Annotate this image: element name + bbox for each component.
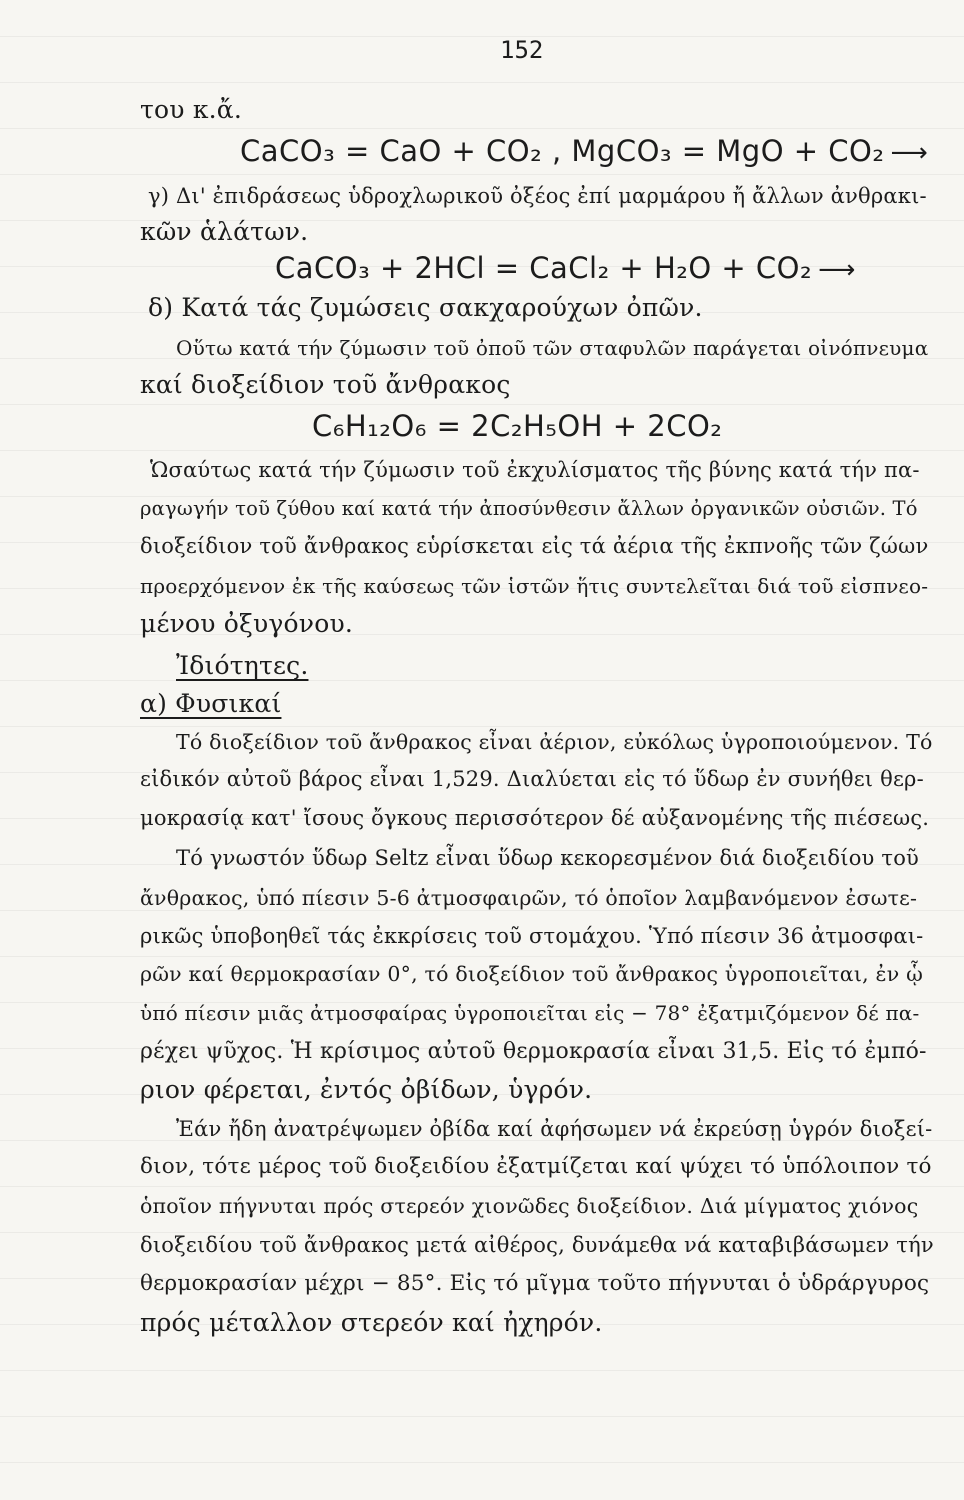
text-line: ραγωγήν τοῦ ζύθου καί κατά τήν ἀποσύνθεσιν ἄλλων ὀργανικῶν οὐσιῶν. Τό [140, 497, 918, 520]
equation-line [275, 252, 856, 286]
text-line: του κ.ἄ. [140, 95, 243, 124]
text-line: καί διοξείδιον τοῦ ἄνθρακος [140, 370, 511, 399]
text-line: Τό διοξείδιον τοῦ ἄνθρακος εἶναι ἀέριον, εὐκόλως ὑγροποιούμενον. Τό [176, 730, 933, 754]
arrow-icon: ⟶ [818, 255, 856, 285]
section-heading: Ἰδιότητες. [176, 651, 309, 680]
text-line: ρικῶς ὑποβοηθεῖ τάς ἐκκρίσεις τοῦ στομάχου. Ὑπό πίεσιν 36 ἀτμοσφαι- [140, 924, 924, 948]
text-line: Οὕτω κατά τήν ζύμωσιν τοῦ ὀποῦ τῶν σταφυλῶν παράγεται οἰνόπνευμα [176, 336, 929, 360]
text-line: μοκρασίᾳ κατ' ἴσους ὄγκους περισσότερον δέ αὐξανομένης τῆς πιέσεως. [140, 806, 930, 830]
text-line: προερχόμενον ἐκ τῆς καύσεως τῶν ἱστῶν ἥτις συντελεῖται διά τοῦ εἰσπνεο- [140, 574, 929, 598]
text-line: ρέχει ψῦχος. Ἡ κρίσιμος αὐτοῦ θερμοκρασία εἶναι 31,5. Εἰς τό ἐμπό- [140, 1039, 927, 1064]
text-line: διον, τότε μέρος τοῦ διοξειδίου ἐξατμίζεται καί ψύχει τό ὑπόλοιπον τό [140, 1154, 932, 1179]
text-line: διοξείδιον τοῦ ἄνθρακος εὑρίσκεται εἰς τά ἀέρια τῆς ἐκπνοῆς τῶν ζώων [140, 534, 929, 558]
text-line: πρός μέταλλον στερεόν καί ἠχηρόν. [140, 1308, 603, 1337]
text-line: ὑπό πίεσιν μιᾶς ἀτμοσφαίρας ὑγροποιεῖται εἰς − 78° ἐξατμιζόμενον δέ πα- [140, 1001, 920, 1025]
equation-line [312, 410, 722, 442]
text-line: Ὡσαύτως κατά τήν ζύμωσιν τοῦ ἐκχυλίσματος τῆς βύνης κατά τήν πα- [150, 458, 920, 482]
text-line: Ἐάν ἤδη ἀνατρέψωμεν ὀβίδα καί ἀφήσωμεν νά ἐκρεύσῃ ὑγρόν διοξεί- [176, 1117, 933, 1141]
text-line: θερμοκρασίαν μέχρι − 85°. Εἰς τό μῖγμα τοῦτο πήγνυται ὁ ὑδράργυρος [140, 1271, 930, 1296]
subsection-heading: α) Φυσικαί [140, 689, 282, 718]
text-line: ὁποῖον πήγνυται πρός στερεόν χιονῶδες διοξείδιον. Διά μίγματος χιόνος [140, 1194, 919, 1218]
arrow-icon: ⟶ [890, 138, 929, 168]
page-number: 152 [500, 36, 544, 64]
text-line: δ) Κατά τάς ζυμώσεις σακχαρούχων ὀπῶν. [148, 293, 703, 322]
text-line: Τό γνωστόν ὕδωρ Seltz εἶναι ὕδωρ κεκορεσμένον διά διοξειδίου τοῦ [176, 846, 920, 870]
text-line: μένου ὀξυγόνου. [140, 609, 353, 638]
equation: CaCO₃ + 2HCl = CaCl₂ + H₂O + CO₂ [275, 251, 813, 285]
text-line: διοξειδίου τοῦ ἄνθρακος μετά αἰθέρος, δυνάμεθα νά καταβιβάσωμεν τήν [140, 1233, 934, 1257]
text-line: ἄνθρακος, ὑπό πίεσιν 5-6 ἀτμοσφαιρῶν, τό ὁποῖον λαμβανόμενον ἐσωτε- [140, 886, 918, 910]
equation: CaCO₃ = CaO + CO₂ , MgCO₃ = MgO + CO₂ [240, 134, 885, 168]
text-line: ριον φέρεται, ἐντός ὀβίδων, ὑγρόν. [140, 1075, 593, 1104]
equation: C₆H₁₂O₆ = 2C₂H₅OH + 2CO₂ [312, 409, 723, 443]
text-line: κῶν ἁλάτων. [140, 217, 309, 246]
equation-line [240, 135, 928, 169]
text-line: ρῶν καί θερμοκρασίαν 0°, τό διοξείδιον τοῦ ἄνθρακος ὑγροποιεῖται, ἐν ᾧ [140, 962, 924, 986]
text-line: εἰδικόν αὐτοῦ βάρος εἶναι 1,529. Διαλύεται εἰς τό ὕδωρ ἐν συνήθει θερ- [140, 767, 924, 791]
text-line: γ) Δι' ἐπιδράσεως ὑδροχλωρικοῦ ὀξέος ἐπί μαρμάρου ἤ ἄλλων ἀνθρακι- [148, 184, 927, 208]
